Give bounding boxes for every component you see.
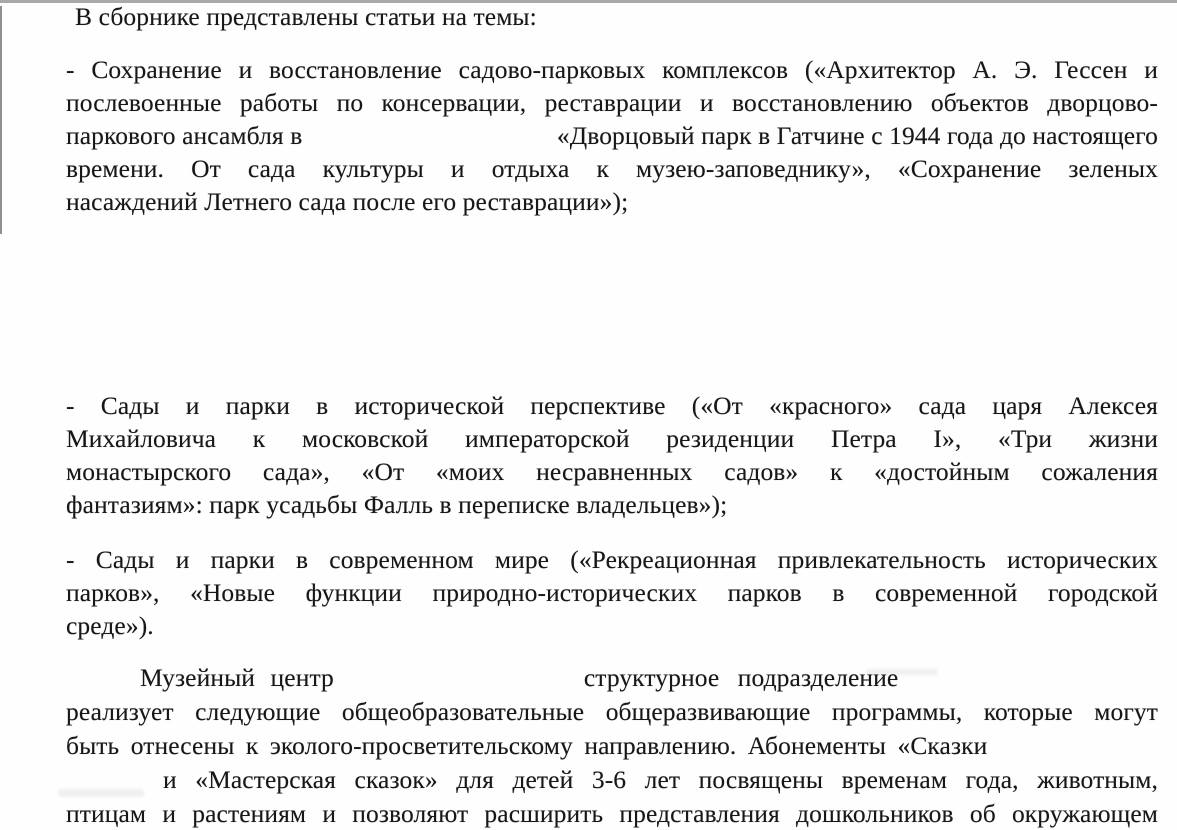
text-segment: паркового ансамбля в bbox=[66, 121, 303, 150]
scan-edge-left-line bbox=[0, 6, 2, 234]
text-segment: «Дворцовый парк в Гатчине с 1944 года до настоящего bbox=[556, 121, 1158, 150]
text-line: фантазиям»: парк усадьбы Фалль в переписке владельцев»); bbox=[66, 490, 728, 519]
text-segment: структурное подразделение bbox=[583, 663, 899, 692]
museum-center-paragraph bbox=[66, 661, 1158, 830]
topic-1-paragraph bbox=[66, 53, 1158, 218]
text-line: В сборнике представлены статьи на темы: bbox=[75, 2, 537, 31]
text-line-with-redaction-gap bbox=[66, 661, 1158, 695]
text-line: - Сады и парки в современном мире («Рекреационная привлекательность исторических bbox=[66, 545, 1158, 574]
text-line-with-redaction-gap bbox=[66, 119, 1158, 152]
topic-2-paragraph bbox=[66, 389, 1158, 521]
text-line: времени. От сада культуры и отдыха к музею-заповеднику», «Сохранение зеленых bbox=[66, 154, 1158, 183]
text-line: среде»). bbox=[66, 611, 154, 640]
text-line: птицам и растениям и позволяют расширить представления дошкольников об окружающем bbox=[66, 799, 1158, 828]
text-line: насаждений Летнего сада после его реставрации»); bbox=[66, 187, 629, 216]
text-line: - Сады и парки в исторической перспективе («От «красного» сада царя Алексея bbox=[66, 391, 1158, 420]
intro-paragraph bbox=[66, 0, 1158, 33]
topic-3-paragraph bbox=[66, 543, 1158, 642]
text-segment: Музейный центр bbox=[140, 663, 334, 692]
text-line: парков», «Новые функции природно-исторических парков в современной городской bbox=[66, 578, 1158, 607]
text-line: и «Мастерская сказок» для детей 3-6 лет посвящены временам года, животным, bbox=[163, 765, 1158, 794]
text-line: послевоенные работы по консервации, реставрации и восстановлению объектов дворцово- bbox=[66, 88, 1158, 117]
text-line: - Сохранение и восстановление садово-парковых комплексов («Архитектор А. Э. Гессен и bbox=[66, 55, 1158, 84]
text-line: монастырского сада», «От «моих несравненных садов» к «достойным сожаления bbox=[66, 457, 1158, 486]
text-line: реализует следующие общеобразовательные общеразвивающие программы, которые могут bbox=[66, 697, 1158, 726]
text-line: быть отнесены к эколого-просветительскому направлению. Абонементы «Сказки bbox=[66, 731, 988, 760]
text-line: Михайловича к московской императорской резиденции Петра I», «Три жизни bbox=[66, 424, 1158, 453]
redaction-gap bbox=[334, 661, 584, 695]
